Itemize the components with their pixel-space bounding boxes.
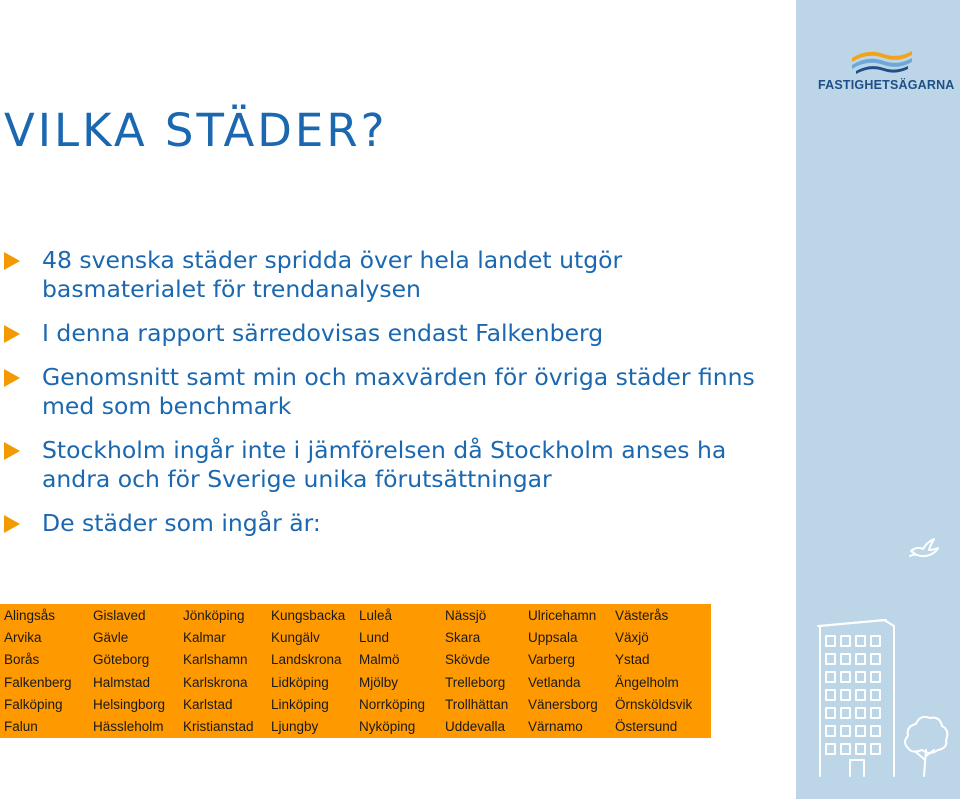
city-cell: Värnamo [528, 719, 583, 735]
city-cell: Nässjö [445, 607, 487, 623]
bullet-text: I denna rapport särredovisas endast Falkenberg [42, 319, 604, 347]
city-cell: Ulricehamn [528, 607, 597, 623]
city-cell: Karlshamn [183, 652, 248, 668]
city-cell: Västerås [615, 607, 669, 623]
bullet-item [0, 363, 780, 421]
bullet-text: 48 svenska städer spridda över hela landet utgör basmaterialet för trendanalysen [42, 246, 623, 303]
city-cell: Lidköping [271, 674, 329, 690]
bullet-item [0, 436, 780, 494]
city-cell: Borås [4, 652, 40, 668]
brand-logo [814, 46, 954, 96]
bullet-arrow-icon [4, 515, 20, 533]
city-table [0, 604, 711, 738]
city-cell: Kristianstad [183, 719, 254, 735]
table-row [0, 626, 711, 648]
building-icon [812, 618, 958, 778]
table-row [0, 649, 711, 671]
city-cell: Lund [359, 629, 390, 645]
city-cell: Trelleborg [445, 674, 506, 690]
bullet-text: Stockholm ingår inte i jämförelsen då Stockholm anses ha andra och för Sverige unika förutsättningar [42, 436, 727, 493]
city-cell: Norrköping [359, 696, 426, 712]
city-cell: Falun [4, 719, 38, 735]
city-cell: Göteborg [93, 652, 150, 668]
page-title: VILKA STÄDER? [4, 104, 388, 157]
city-cell: Malmö [359, 652, 400, 668]
bullet-arrow-icon [4, 442, 20, 460]
city-cell: Varberg [528, 652, 576, 668]
bullet-item [0, 319, 780, 348]
city-cell: Halmstad [93, 674, 151, 690]
table-row [0, 693, 711, 715]
city-cell: Jönköping [183, 607, 245, 623]
city-cell: Karlskrona [183, 674, 248, 690]
city-cell: Växjö [615, 629, 649, 645]
bullet-text: De städer som ingår är: [42, 509, 321, 537]
bullet-arrow-icon [4, 325, 20, 343]
city-cell: Falköping [4, 696, 63, 712]
city-cell: Skara [445, 629, 481, 645]
city-cell: Skövde [445, 652, 491, 668]
city-cell: Nyköping [359, 719, 416, 735]
city-cell: Hässleholm [93, 719, 164, 735]
bullet-item [0, 509, 780, 538]
city-cell: Uddevalla [445, 719, 506, 735]
city-cell: Kungsbacka [271, 607, 346, 623]
tree-icon [905, 717, 947, 776]
city-cell: Helsingborg [93, 696, 166, 712]
table-row [0, 716, 711, 738]
city-cell: Arvika [4, 629, 42, 645]
brand-name: FASTIGHETSÄGARNA [818, 78, 955, 92]
bullet-arrow-icon [4, 252, 20, 270]
city-cell: Kungälv [271, 629, 320, 645]
city-cell: Trollhättan [445, 696, 509, 712]
city-cell: Vetlanda [528, 674, 581, 690]
city-cell: Linköping [271, 696, 329, 712]
city-cell: Falkenberg [4, 674, 72, 690]
bird-icon [908, 536, 940, 562]
city-cell: Ängelholm [615, 674, 679, 690]
city-cell: Ystad [615, 652, 650, 668]
city-cell: Örnsköldsvik [615, 696, 693, 712]
city-cell: Luleå [359, 607, 393, 623]
city-cell: Ljungby [271, 719, 319, 735]
city-cell: Kalmar [183, 629, 226, 645]
city-cell: Östersund [615, 719, 678, 735]
bullet-list [0, 246, 780, 553]
bullet-text: Genomsnitt samt min och maxvärden för övriga städer finns med som benchmark [42, 363, 755, 420]
city-cell: Uppsala [528, 629, 578, 645]
bullet-item [0, 246, 780, 304]
city-cell: Landskrona [271, 652, 342, 668]
city-cell: Mjölby [359, 674, 399, 690]
table-row [0, 671, 711, 693]
city-cell: Karlstad [183, 696, 233, 712]
wave-logo-icon [850, 48, 914, 76]
city-cell: Vänersborg [528, 696, 598, 712]
city-cell: Alingsås [4, 607, 56, 623]
table-row [0, 604, 711, 626]
bullet-arrow-icon [4, 369, 20, 387]
city-cell: Gävle [93, 629, 129, 645]
city-cell: Gislaved [93, 607, 146, 623]
